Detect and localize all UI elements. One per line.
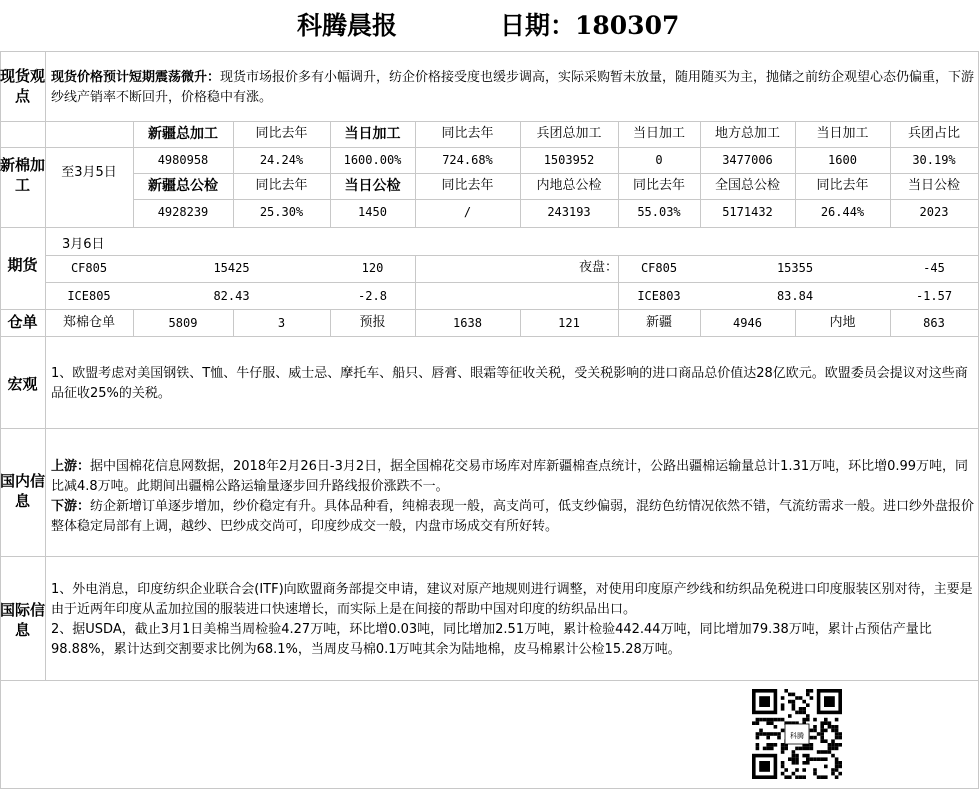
xinjiang-value: 4946 xyxy=(733,316,762,330)
nc-value-row2-4: 243193 xyxy=(547,205,591,219)
macro-paragraph: 1、欧盟考虑对美国钢铁、T恤、牛仔服、威士忌、摩托车、船只、唇膏、眼霜等征收关税，受关税影响的进口商品总价值达28亿欧元。欧盟委员会提议对这些商品征收25%的关税。 xyxy=(51,366,968,401)
fut-name-0: CF805 xyxy=(70,261,108,275)
fut-night-price-0: 15355 xyxy=(776,261,814,275)
fut-change-1: -2.8 xyxy=(358,289,387,303)
section-new-cotton: 新棉加工 xyxy=(0,156,46,194)
section-domestic: 国内信息 xyxy=(0,472,46,510)
section-international: 国际信息 xyxy=(0,601,46,639)
nc-value-row1-5: 0 xyxy=(655,153,663,167)
nc-header-row1-8: 兵团占比 xyxy=(907,126,960,141)
nc-header-row1-6: 地方总加工 xyxy=(714,126,780,141)
domestic-upstream: 上游：据中国棉花信息网数据，2018年2月26日-3月2日，据全国棉花交易市场库对库新疆棉查点统计，公路出疆棉运输量总计1.31万吨，环比增0.99万吨，同比减4.8万吨。此期间出疆棉公路运输量逐步回升路线报价涨跌不一。 xyxy=(51,459,969,494)
spot-paragraph: 现货价格预计短期震荡微升：现货市场报价多有小幅调升，纺企价格接受度也缓步调高，实际采购暂未放量，随用随买为主，抛储之前纺企观望心态仍偏重，下游纱线产销率不断回升，价格稳中有涨。 xyxy=(51,70,975,105)
section-warehouse: 仓单 xyxy=(7,313,38,331)
qr-caption: 科腾 xyxy=(790,732,804,740)
section-macro: 宏观 xyxy=(7,375,38,393)
nc-value-row2-5: 55.03% xyxy=(637,205,681,219)
inland-value: 863 xyxy=(923,316,945,330)
nc-header-row2-3: 同比去年 xyxy=(441,178,494,193)
nc-header-row2-8: 当日公检 xyxy=(907,178,960,193)
nc-value-row2-2: 1450 xyxy=(358,205,387,219)
section-spot: 现货观点 xyxy=(0,67,46,105)
fut-night-price-1: 83.84 xyxy=(776,289,814,303)
qr-code xyxy=(743,688,851,780)
xinjiang-label: 新疆 xyxy=(645,315,672,330)
nc-header-row2-7: 同比去年 xyxy=(816,178,869,193)
nc-header-row1-1: 同比去年 xyxy=(255,126,308,141)
nc-value-row2-1: 25.30% xyxy=(259,205,304,219)
intl-item-1: 2、据USDA，截止3月1日美棉当周检验4.27万吨，环比增0.03吨，同比增加2.51万吨，累计检验442.44万吨，同比增加79.38万吨，累计占预估产量比98.88%，累计达到交割要求比例为68.1%，当周皮马棉0.1万吨其余为陆地棉，皮马棉累计公检15.28万吨。 xyxy=(51,622,932,657)
forecast-label: 预报 xyxy=(359,315,386,330)
inland-label: 内地 xyxy=(829,315,856,330)
futures-date: 3月6日 xyxy=(62,237,105,252)
nc-value-row1-3: 724.68% xyxy=(442,153,493,167)
fut-price-0: 15425 xyxy=(213,261,250,275)
nc-header-row1-3: 同比去年 xyxy=(441,126,494,141)
night-label: 夜盘： xyxy=(578,260,618,275)
warehouse-v2: 3 xyxy=(277,316,286,330)
nc-value-row1-2: 1600.00% xyxy=(343,153,402,167)
nc-header-row2-4: 内地总公检 xyxy=(536,178,602,193)
nc-value-row2-0: 4928239 xyxy=(157,205,209,219)
nc-value-row1-1: 24.24% xyxy=(259,153,304,167)
nc-header-row2-0: 新疆总公检 xyxy=(148,178,218,194)
nc-header-row1-2: 当日加工 xyxy=(344,126,401,142)
nc-value-row1-0: 4980958 xyxy=(157,153,209,167)
fut-night-change-0: -45 xyxy=(923,261,945,275)
nc-header-row1-7: 当日加工 xyxy=(816,126,869,141)
section-futures: 期货 xyxy=(7,256,38,274)
domestic-downstream: 下游：纺企新增订单逐步增加，纱价稳定有升。具体品种看，纯棉表现一般，高支尚可，低支纱偏弱，混纺色纺情况依然不错，气流纺需求一般。进口纱外盘报价整体稳定局部有上调，越纱、巴纱成交尚可，印度纱成交一般，内盘市场成交有所好转。 xyxy=(51,499,975,534)
fut-change-0: 120 xyxy=(361,261,384,275)
nc-header-row1-5: 当日加工 xyxy=(632,126,685,141)
nc-header-row2-2: 当日公检 xyxy=(344,178,401,194)
report-title: 科腾晨报 xyxy=(297,11,398,40)
nc-value-row1-4: 1503952 xyxy=(543,153,595,167)
period-label: 至3月5日 xyxy=(61,165,117,180)
fut-price-1: 82.43 xyxy=(213,289,250,303)
intl-item-0: 1、外电消息，印度纺织企业联合会(ITF)向欧盟商务部提交申请，建议对原产地规则进行调整，对使用印度原产纱线和纺织品免税进口印度服装区别对待，主要是由于近两年印度从孟加拉国的服装进口快速增长，而实际上是在间接的帮助中国对印度的纺织品出口。 xyxy=(51,582,973,617)
nc-header-row2-6: 全国总公检 xyxy=(714,178,780,193)
warehouse-label: 郑棉仓单 xyxy=(62,315,115,330)
warehouse-v4: 121 xyxy=(558,316,580,330)
fut-name-1: ICE805 xyxy=(67,289,111,303)
nc-value-row2-8: 2023 xyxy=(919,205,949,219)
fut-night-name-0: CF805 xyxy=(640,261,678,275)
fut-night-change-1: -1.57 xyxy=(915,289,953,303)
nc-value-row1-7: 1600 xyxy=(828,153,857,167)
nc-header-row1-0: 新疆总加工 xyxy=(148,126,218,142)
nc-value-row1-6: 3477006 xyxy=(722,153,773,167)
nc-value-row2-6: 5171432 xyxy=(722,205,773,219)
nc-header-row2-5: 同比去年 xyxy=(632,178,685,193)
warehouse-v3: 1638 xyxy=(453,316,482,330)
nc-header-row1-4: 兵团总加工 xyxy=(536,126,602,141)
nc-value-row2-3: / xyxy=(463,205,472,219)
nc-header-row2-1: 同比去年 xyxy=(255,178,308,193)
nc-value-row1-8: 30.19% xyxy=(912,153,956,167)
warehouse-v1: 5809 xyxy=(168,316,198,330)
nc-value-row2-7: 26.44% xyxy=(820,205,865,219)
fut-night-name-1: ICE803 xyxy=(637,289,681,303)
report-date: 日期：180307 xyxy=(500,11,680,40)
